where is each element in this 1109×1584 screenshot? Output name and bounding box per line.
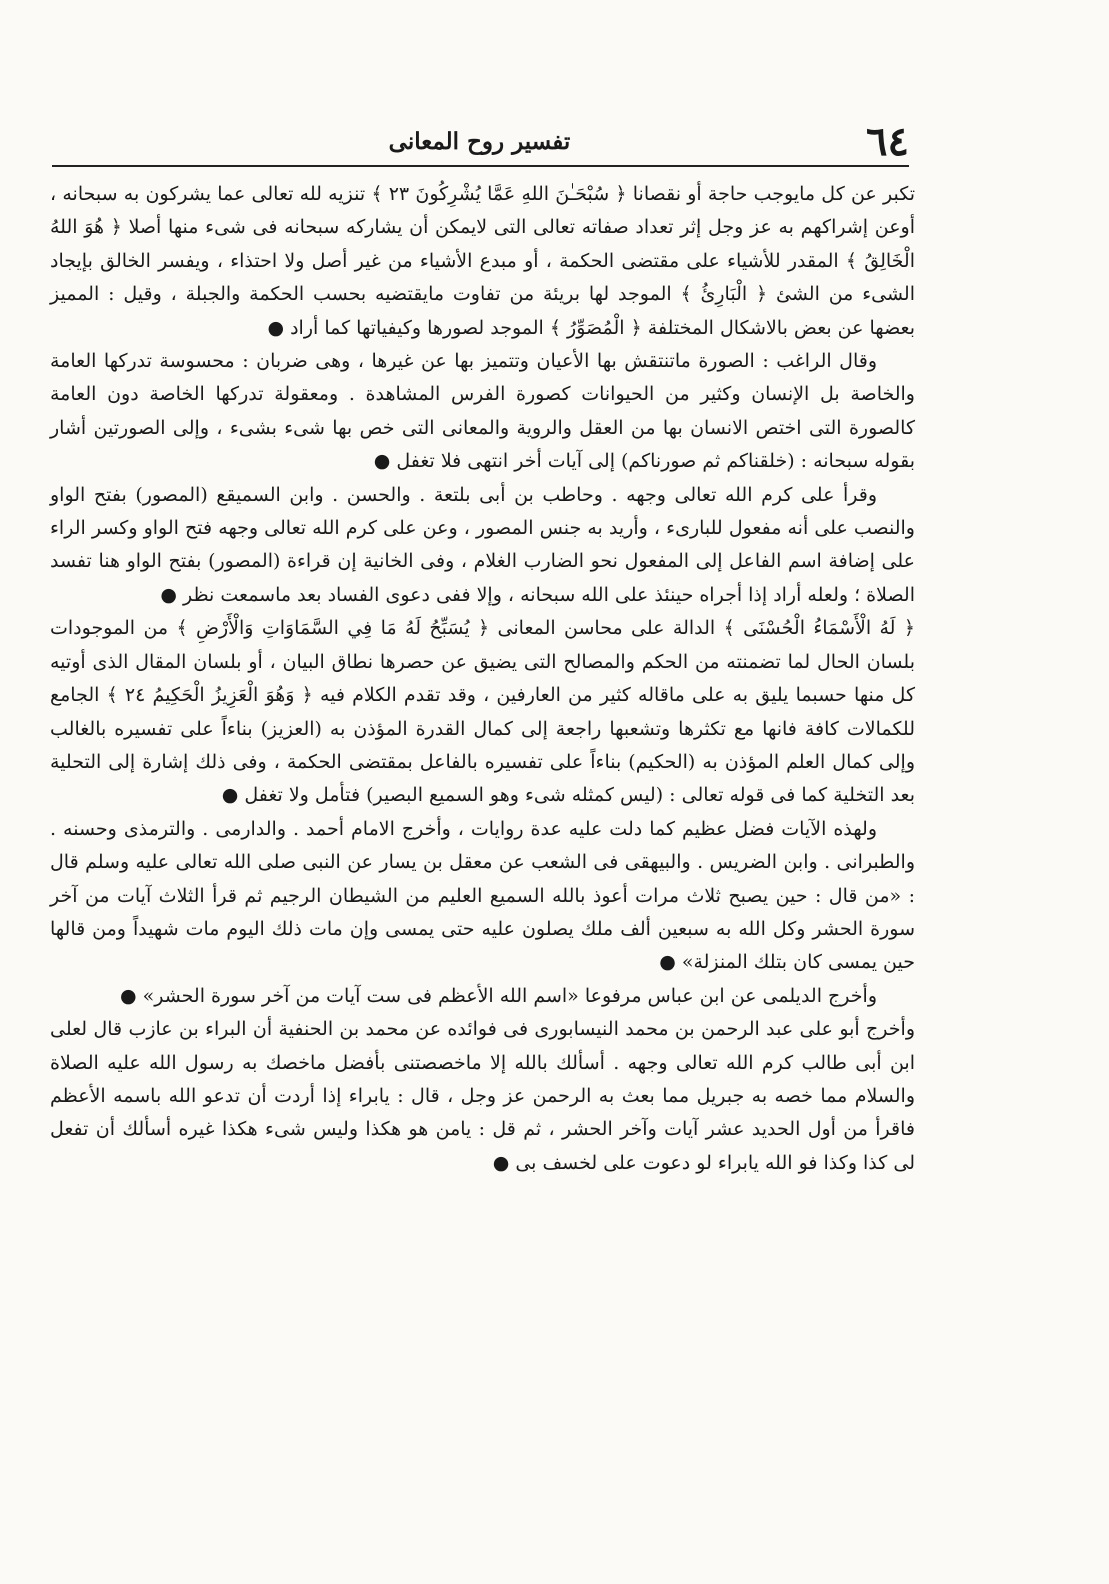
paragraph: وقرأ على كرم الله تعالى وجهه . وحاطب بن أبى بلتعة . والحسن . وابن السميقع (المصور) بفتح الواو والنصب على أنه مفعول للبارىء ، وأريد به جنس المصور ، وعن على كرم الله تعالى وجهه فتح الواو وكسر الراء على إضافة اسم الفاعل إلى المفعول نحو الضارب الغلام ، وفى الخانية إن قراءة (المصور) بفتح الواو هنا تفسد الصلاة ؛ ولعله أراد إذا أجراه حينئذ على الله سبحانه ، وإلا ففى دعوى الفساد بعد ماسمعت نظر ● (50, 483, 915, 606)
text-body (50, 178, 915, 1180)
paragraph: ولهذه الآيات فضل عظيم كما دلت عليه عدة روايات ، وأخرج الامام أحمد . والدارمى . والترمذى وحسنه . والطبرانى . وابن الضريس . والبيهقى فى الشعب عن معقل بن يسار عن النبى صلى الله تعالى عليه وسلم قال : «من قال : حين يصبح ثلاث مرات أعوذ بالله السميع العليم من الشيطان الرجيم ثم قرأ الثلاث آيات من آخر سورة الحشر وكل الله به سبعين ألف ملك يصلون عليه حتى يمسى وإن مات ذلك اليوم مات شهيداً ومن قالها حين يمسى كان بتلك المنزلة» ● (50, 817, 915, 974)
paragraph: ﴿ لَهُ الْأَسْمَاءُ الْحُسْنَى ﴾ الدالة على محاسن المعانى ﴿ يُسَبِّحُ لَهُ مَا فِي السَّمَاوَاتِ وَالْأَرْضِ ﴾ من الموجودات بلسان الحال لما تضمنته من الحكم والمصالح التى يضيق عن حصرها نطاق البيان ، أو بلسان المقال الذى أوتيه كل منها حسبما يليق به على ماقاله كثير من العارفين ، وقد تقدم الكلام فيه ﴿ وَهُوَ الْعَزِيزُ الْحَكِيمُ ٢٤ ﴾ الجامع للكمالات كافة فانها مع تكثرها وتشعبها راجعة إلى كمال القدرة المؤذن به (العزيز) بناءاً على تفسيره بالغالب وإلى كمال العلم المؤذن به (الحكيم) بناءاً على تفسيره بالفاعل بمقتضى الحكمة ، وفى ذلك إشارة إلى التحلية بعد التخلية كما فى قوله تعالى : (ليس كمثله شىء وهو السميع البصير) فتأمل ولا تغفل ● (50, 617, 915, 807)
header-divider (52, 165, 909, 167)
paragraph: وقال الراغب : الصورة ماتنتقش بها الأعيان وتتميز بها عن غيرها ، وهى ضربان : محسوسة تدركها العامة والخاصة بل الإنسان وكثير من الحيوانات كصورة الفرس المشاهدة . ومعقولة تدركها الخاصة دون العامة كالصورة التى اختص الانسان بها من العقل والروية والمعانى التى خص بها شىء بشىء ، وإلى الصورتين أشار بقوله سبحانه : (خلقناكم ثم صورناكم) إلى آيات أخر انتهى فلا تغفل ● (50, 350, 915, 473)
running-title: تفسير روح المعانى (388, 128, 571, 155)
paragraph: وأخرج الديلمى عن ابن عباس مرفوعا «اسم الله الأعظم فى ست آيات من آخر سورة الحشر» ● (119, 984, 877, 1007)
paragraph: وأخرج أبو على عبد الرحمن بن محمد النيسابورى فى فوائده عن محمد بن الحنفية أن البراء بن عازب قال لعلى ابن أبى طالب كرم الله تعالى وجهه . أسألك بالله إلا ماخصصتنى بأفضل ماخصك به رسول الله عليه الصلاة والسلام مما خصه به جبريل مما بعث به الرحمن عز وجل ، قال : يابراء إذا أردت أن تدعو الله باسمه الأعظم فاقرأ من أول الحديد عشر آيات وآخر الحشر ، ثم قل : يامن هو هكذا وليس شىء هكذا غيره أسألك أن تفعل لى كذا وكذا فو الله يابراء لو دعوت على لخسف بى ● (50, 1018, 915, 1174)
paragraph: تكبر عن كل مايوجب حاجة أو نقصانا ﴿ سُبْحَـٰنَ اللهِ عَمَّا يُشْرِكُونَ ٢٣ ﴾ تنزيه لله تعالى عما يشركون به سبحانه ، أوعن إشراكهم به عز وجل إثر تعداد صفاته تعالى التى لايمكن أن يشاركه سبحانه فى شىء منها أصلا ﴿ هُوَ اللهُ الْخَالِقُ ﴾ المقدر للأشياء على مقتضى الحكمة ، أو مبدع الأشياء من غير أصل ولا احتذاء ، ويفسر الخالق بإيجاد الشىء من الشئ ﴿ الْبَارِئُ ﴾ الموجد لها بريئة من تفاوت مايقتضيه بحسب الحكمة والجبلة ، وقيل : المميز بعضها عن بعض بالاشكال المختلفة ﴿ الْمُصَوِّرُ ﴾ الموجد لصورها وكيفياتها كما أراد ● (50, 183, 915, 339)
page-header (50, 120, 909, 164)
page-number: ٦٤ (866, 118, 909, 165)
